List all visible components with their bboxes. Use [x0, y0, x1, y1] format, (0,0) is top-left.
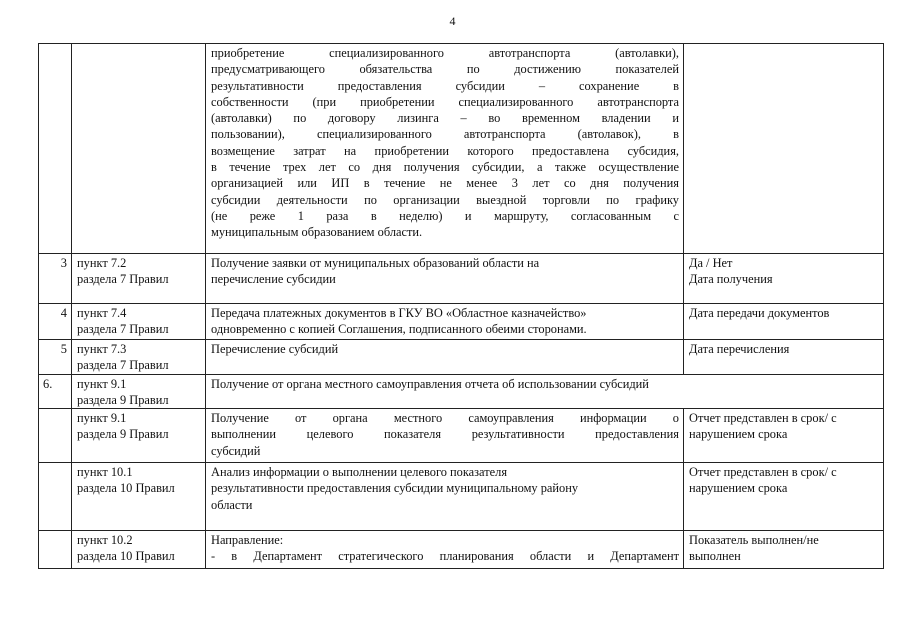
result-indicator: Отчет представлен в срок/ с нарушением срока	[684, 463, 884, 531]
table-row	[39, 409, 884, 463]
table-row	[39, 531, 884, 569]
page-number: 4	[449, 14, 456, 28]
table-row	[39, 254, 884, 304]
action-description: Получение от органа местного самоуправления отчета об использовании субсидий	[206, 374, 884, 409]
action-description: Перечисление субсидий	[206, 340, 684, 375]
table-row	[39, 463, 884, 531]
table-row	[39, 304, 884, 340]
row-number	[39, 44, 72, 254]
rule-reference: пункт 7.3 раздела 7 Правил	[72, 340, 206, 375]
rule-reference: пункт 7.2 раздела 7 Правил	[72, 254, 206, 304]
table-row	[39, 374, 884, 409]
row-number: 6.	[39, 374, 72, 409]
result-indicator	[684, 44, 884, 254]
rule-reference: пункт 9.1 раздела 9 Правил	[72, 409, 206, 463]
result-indicator: Дата передачи документов	[684, 304, 884, 340]
result-indicator: Показатель выполнен/не выполнен	[684, 531, 884, 569]
row-number: 3	[39, 254, 72, 304]
action-description: приобретение специализированного автотранспорта (автолавки), предусматривающего обязательства по достижению показателей результативности предоставления субсидии – сохранение в собственности (при приобретении специализированного автотранспорта (автолавки) по договору лизинга – во временном владении и пользовании), специализированного автотранспорта (автолавок), в возмещение затрат на приобретении которого предоставлена субсидия, в течение трех лет со дня получения субсидии, а также осуществление организацией или ИП в течение не менее 3 лет со дня получения субсидии деятельности по организации выездной торговли по графику (не реже 1 раза в неделю) и маршруту, согласованным с муниципальным образованием области.	[206, 44, 684, 254]
action-description: Получение заявки от муниципальных образований области на перечисление субсидии	[206, 254, 684, 304]
action-description: Анализ информации о выполнении целевого показателя результативности предоставления субсидии муниципальному району области	[206, 463, 684, 531]
table-row	[39, 340, 884, 375]
action-description: Направление: - в Департамент стратегического планирования области и Департамент	[206, 531, 684, 569]
rule-reference: пункт 10.2 раздела 10 Правил	[72, 531, 206, 569]
plan-table	[38, 43, 884, 569]
row-number: 5	[39, 340, 72, 375]
rule-reference: пункт 9.1 раздела 9 Правил	[72, 374, 206, 409]
row-number	[39, 409, 72, 463]
table-row	[39, 44, 884, 254]
rule-reference: пункт 10.1 раздела 10 Правил	[72, 463, 206, 531]
row-number	[39, 463, 72, 531]
result-indicator: Дата перечисления	[684, 340, 884, 375]
result-indicator: Отчет представлен в срок/ с нарушением срока	[684, 409, 884, 463]
row-number	[39, 531, 72, 569]
action-description: Получение от органа местного самоуправления информации о выполнении целевого показателя результативности предоставления субсидий	[206, 409, 684, 463]
action-description: Передача платежных документов в ГКУ ВО «Областное казначейство» одновременно с копией Соглашения, подписанного обеими сторонами.	[206, 304, 684, 340]
row-number: 4	[39, 304, 72, 340]
result-indicator: Да / Нет Дата получения	[684, 254, 884, 304]
rule-reference: пункт 7.4 раздела 7 Правил	[72, 304, 206, 340]
rule-reference	[72, 44, 206, 254]
